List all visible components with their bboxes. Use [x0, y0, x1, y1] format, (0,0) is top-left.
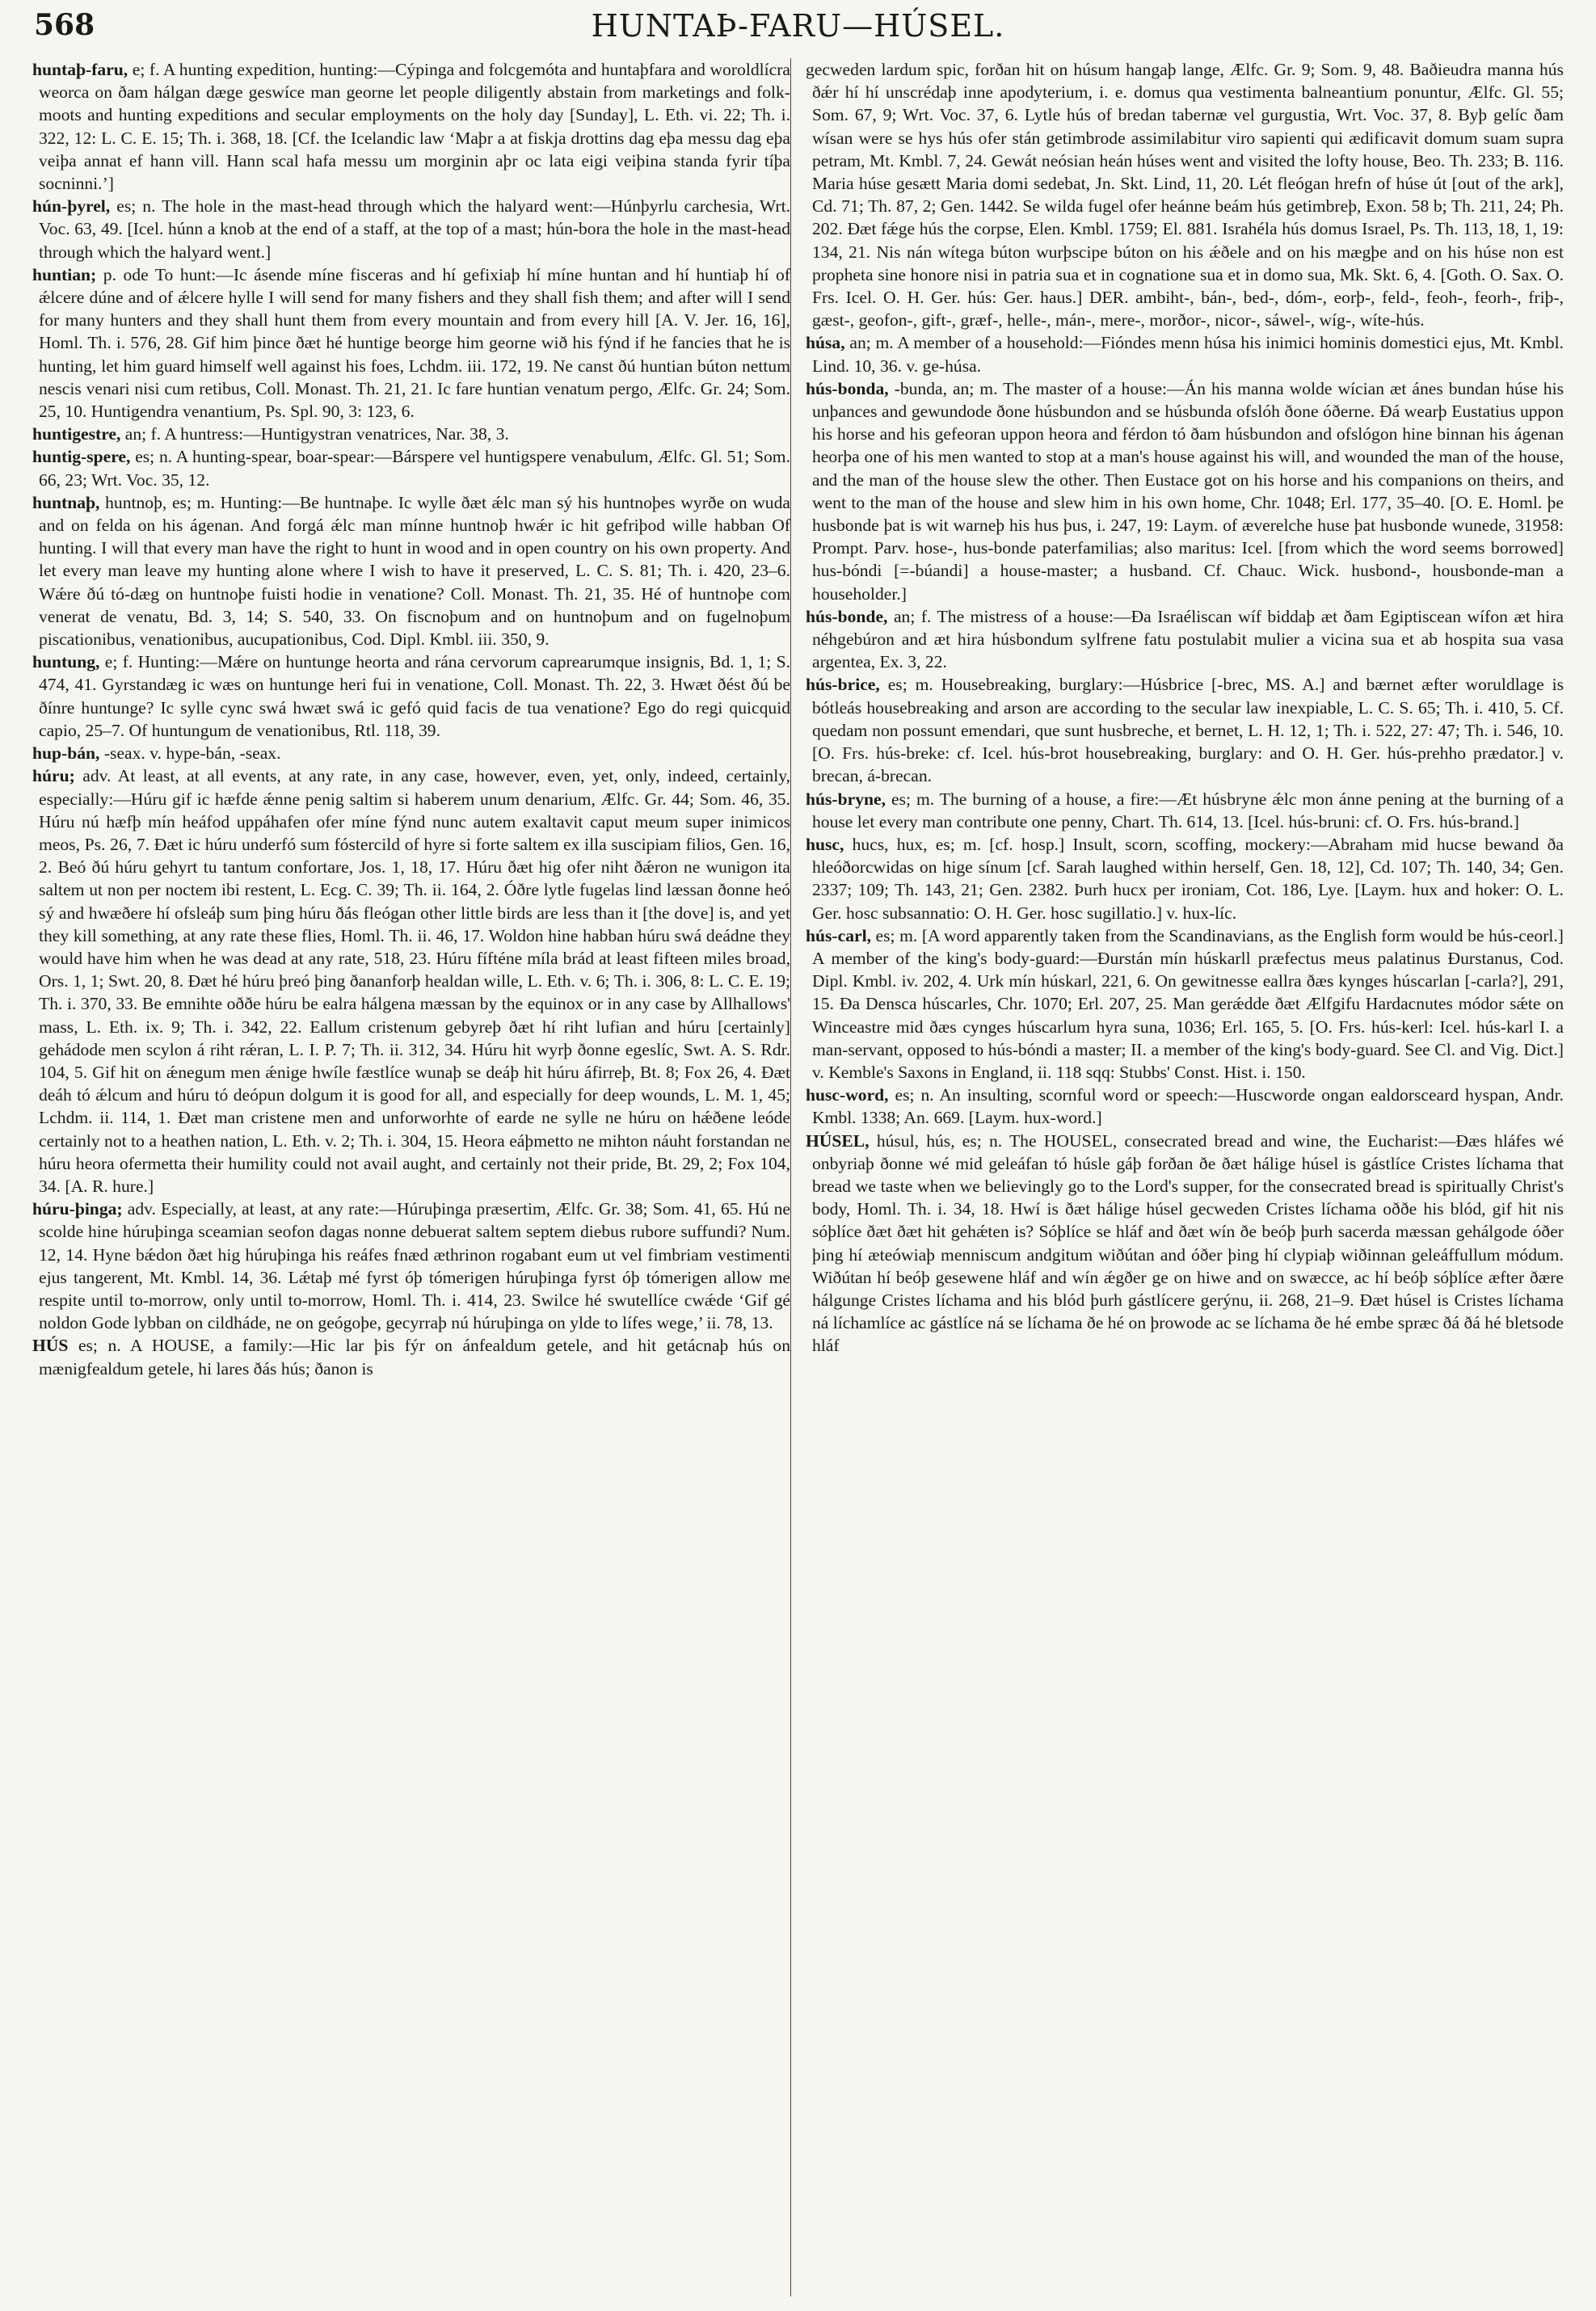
headword: huntung,	[32, 652, 100, 672]
entry-text: adv. Especially, at least, at any rate:—Húruþinga præsertim, Ælfc. Gr. 38; Som. 41, 65. Hú ne scolde hine húruþinga sceamian seofon dagas nonne debuerat saltem septem diebus rubore suffundi? Num. 12, 14. Hyne bǽdon ðæt hig húruþinga his reáfes fnæd æthrinon rogabant eum ut vel fimbriam vestimenti ejus tangerent, Mt. Kmbl. 14, 36. Lǽtaþ mé fyrst óþ tómerigen húruþinga fyrst óþ tómerigen allow me respite until to-morrow, only until to-morrow, Homl. Th. i. 414, 23. Swilce hé swutellíce cwǽde ‘Gif gé noldon Gode lybban on cildháde, ne on geógoþe, gecyrraþ nú húruþinga on ylde to lífes wege,’ ii. 78, 13.	[39, 1199, 790, 1333]
dictionary-entry	[806, 1084, 1564, 1129]
dictionary-entry	[806, 788, 1564, 833]
entry-text: gecweden lardum spic, forðan hit on húsum hangaþ lange, Ælfc. Gr. 9; Som. 9, 48. Baðieudra manna hús ðǽr hí hí unscrédaþ inne apodyterium, i. e. domus qua vestimenta balneantium ponuntur, Ælfc. Gl. 55; Som. 67, 9; Wrt. Voc. 37, 6. Lytle hús of bredan tabernæ vel gurgustia, Wrt. Voc. 37, 8. Byþ gelíc ðam wísan were se hys hús ofer stán getimbrode assimilabitur viro sapienti qui ædificavit domum suam supra petram, Mt. Kmbl. 7, 24. Gewát neósian heán húses went and visited the lofty house, Beo. Th. 233; B. 116. Maria húse gesætt Maria domi sedebat, Jn. Skt. Lind, 11, 20. Lét fleógan hrefn of húse út [out of the ark], Cd. 71; Th. 87, 2; Gen. 1442. Se wilda fugel ofer heánne beám hús getimbreþ, Exon. 58 b; Th. 211, 24; Ph. 202. Ðæt fǽge hús the corpse, Elen. Kmbl. 1759; El. 881. Israhéla hús domus Israel, Ps. Th. 113, 18, 1, 19: 134, 21. Nis nán wítega búton wurþscipe búton on his ǽðele and on his mægþe and on his húse non est propheta sine honore nisi in patria sua et in cognatione sua et in domo sua, Mk. Skt. 6, 4. [Goth. O. Sax. O. Frs. Icel. O. H. Ger. hús: Ger. haus.] DER. ambiht-, bán-, bed-, dóm-, eorþ-, feld-, feoh-, feorh-, friþ-, gæst-, geofon-, gift-, græf-, helle-, mán-, mere-, morðor-, nicor-, sáwel-, wíg-, wíte-hús.	[806, 60, 1564, 330]
headword: husc-word,	[806, 1085, 889, 1105]
headword: hup-bán,	[32, 743, 100, 764]
dictionary-entry	[32, 491, 790, 650]
headword: HÚSEL,	[806, 1130, 870, 1151]
page-number: 568	[34, 8, 95, 42]
dictionary-entry	[32, 764, 790, 1198]
headword: hús-bonda,	[806, 378, 889, 398]
right-column	[806, 58, 1564, 2296]
headword: húru;	[32, 766, 75, 786]
entry-text: es; m. The burning of a house, a fire:—Æt húsbryne ǽlc mon ánne pening at the burning of a house let every man contribute one penny, Chart. Th. 614, 13. [Icel. hús-bruni: cf. O. Frs. hús-brand.]	[812, 789, 1564, 831]
entry-text: es; n. The hole in the mast-head through which the halyard went:—Húnþyrlu carchesia, Wrt. Voc. 63, 49. [Icel. húnn a knob at the end of a staff, at the top of a mast; hún-bora the hole in the mast-head through which the halyard went.]	[39, 196, 790, 262]
left-column	[32, 58, 790, 2296]
headword: hús-bryne,	[806, 789, 886, 809]
entry-text: an; f. A huntress:—Huntigystran venatrices, Nar. 38, 3.	[124, 424, 509, 444]
entry-text: an; m. A member of a household:—Fióndes menn húsa his inimici hominis domestici ejus, Mt. Kmbl. Lind. 10, 36. v. ge-húsa.	[812, 333, 1564, 376]
entry-text: an; f. The mistress of a house:—Ða Israéliscan wíf biddaþ æt ðam Egiptiscean wífon æt hira néhgebúron and æt hira húsbondum sylfrene fatu postulabit mulier a vicina sua et ab hospita sua vasa argentea, Ex. 3, 22.	[812, 606, 1564, 672]
entry-text: es; m. [A word apparently taken from the Scandinavians, as the English form would be hús-ceorl.] A member of the king's body-guard:—Ðurstán mín húskarll præfectus meus palatinus Ðurstanus, Cod. Dipl. Kmbl. iv. 202, 4. Urk mín húskarl, 221, 6. On gewitnesse eallra ðæs kynges húscarlan [-carla?], 291, 15. Ða Densca húscarles, Chr. 1070; Erl. 207, 25. Man gerǽdde ðæt Ælfgifu Hardacnutes módor sǽte on Winceastre mid ðæs cynges húscarlum hyra suna, 1036; Erl. 165, 5. [O. Frs. hús-kerl: Icel. hús-karl I. a man-servant, opposed to hús-bóndi a master; II. a member of the king's body-guard. See Cl. and Vig. Dict.] v. Kemble's Saxons in England, ii. 118 sqq: Stubbs' Const. Hist. i. 150.	[812, 925, 1564, 1082]
entry-text: es; n. A HOUSE, a family:—Hic lar þis fýr on ánfealdum getele, and hit getácnaþ hús on mænigfealdum getele, hi lares ðás hús; ðanon is	[39, 1336, 790, 1379]
entry-text: es; n. An insulting, scornful word or speech:—Huscworde ongan ealdorsceard hyspan, Andr. Kmbl. 1338; An. 669. [Laym. hux-word.]	[812, 1085, 1564, 1128]
entry-text: -bunda, an; m. The master of a house:—Án his manna wolde wícian æt ánes bundan húse his unþances and gewundode ðone húsbundon and se húsbunda ofslóh ðone óðerne. Ðá wearþ Eustatius uppon his horse and his gefeoran uppon heora and férdon tó ðam húsbundon and ofslógon hine binnan his ágenan heorþa one of his men wanted to stop at a man's house against his will, and wounded the man of the house, and the man of the house slew the other. Then Eustace got on his horse and his companions on theirs, and went to the man of the house and slew him in his own home, Chr. 1048; Erl. 177, 35–40. [O. E. Homl. þe husbonde þat is wit warneþ his hus þus, i. 247, 19: Laym. of æverelche huse þat husbonde wunede, 31958: Prompt. Parv. hose-, hus-bonde paterfamilias; also maritus: Icel. [from which the word seems borrowed] hus-bóndi [=-búandi] a house-master; a husband. Cf. Chauc. Wick. husbond-, housbonde-man a householder.]	[812, 378, 1564, 604]
headword: huntian;	[32, 264, 97, 284]
dictionary-entry	[806, 673, 1564, 787]
headword: húru-þinga;	[32, 1199, 123, 1219]
headword: hús-carl,	[806, 925, 871, 945]
dictionary-entry	[806, 58, 1564, 331]
dictionary-entry	[806, 833, 1564, 924]
dictionary-entry	[32, 742, 790, 764]
headword: húsa,	[806, 333, 845, 353]
dictionary-entry	[32, 1334, 790, 1379]
entry-text: es; m. Housebreaking, burglary:—Húsbrice [-brec, MS. A.] and bærnet æfter woruldlage is bótleás housebreaking and arson are according to the secular law inexpiable, L. C. S. 65; Th. i. 410, 5. Cf. quedam non possunt emendari, que sunt husbreche, et bernet, L. H. 12, 1; Th. i. 522, 27: 47; Th. i. 546, 10. [O. Frs. hús-breke: cf. Icel. hús-brot housebreaking, burglary: and O. H. Ger. hús-prehho prædator.] v. brecan, á-brecan.	[812, 675, 1564, 786]
page-header	[32, 8, 1564, 47]
entry-text: hucs, hux, es; m. [cf. hosp.] Insult, scorn, scoffing, mockery:—Abraham mid hucse bewand ða hleóðorcwidas on hige sínum [cf. Sarah laughed within herself, Gen. 18, 12], Cd. 107; Th. 140, 34; Gen. 2337; 109; Th. 143, 21; Gen. 2382. Þurh hucx per ironiam, Cot. 186, Lye. [Laym. hux and hoker: O. L. Ger. hosc subsannatio: O. H. Ger. hosc sugillatio.] v. hux-líc.	[812, 834, 1564, 923]
dictionary-entry	[806, 331, 1564, 377]
dictionary-entry	[32, 423, 790, 445]
column-divider	[790, 58, 791, 2296]
headword: huntig-spere,	[32, 447, 131, 467]
dictionary-entry	[806, 924, 1564, 1084]
dictionary-entry	[806, 377, 1564, 605]
dictionary-entry	[806, 605, 1564, 674]
entry-text: huntnoþ, es; m. Hunting:—Be huntnaþe. Ic wylle ðæt ǽlc man sý his huntnoþes wyrðe on wuda and on felda on his ágenan. And forgá ǽlc man mínne huntnoþ hwǽr ic hit gefriþod wille habban Of hunting. I will that every man have the right to hunt in wood and in open country on his own property. And let every man leave my hunting alone where I wish to have it preserved, L. C. S. 81; Th. i. 420, 23–6. Wǽre ðú tó-dæg on huntnoþe fuisti hodie in venatione? Coll. Monast. Th. 21, 35. Hé of huntnoþe com venerat de venatu, Bd. 3, 14; S. 540, 33. On fiscnoþum and on huntnoþum and on fugelnoþum piscationibus, venationibus, aucupationibus, Cod. Dipl. Kmbl. iii. 350, 9.	[39, 492, 790, 650]
entry-text: p. ode To hunt:—Ic ásende míne fisceras and hí gefixiaþ hí míne huntan and hí huntiaþ hí of ǽlcere dúne and of ǽlcere hylle I will send for many fishers and they shall fish them; and after will I send for many hunters and they shall hunt them from every mountain and from every hill [A. V. Jer. 16, 16], Homl. Th. i. 576, 28. Gif him þince ðæt hé huntige beorge him georne wið his fýnd if he fancies that he is hunting, let him guard himself well against his foes, Lchdm. iii. 172, 19. Ne canst ðú huntian búton nettum nescis venari nisi cum retibus, Coll. Monast. Th. 21, 21. Ic fare huntian venatum pergo, Ælfc. Gr. 24; Som. 25, 10. Huntigendra venantium, Ps. Spl. 90, 3: 123, 6.	[39, 264, 790, 422]
headword: husc,	[806, 834, 844, 854]
entry-text: e; f. A hunting expedition, hunting:—Cýpinga and folcgemóta and huntaþfara and woroldlícra weorca on ðam hálgan dæge geswíce man georne let people diligently abstain from marketings and folk-moots and hunting expeditions and secular employments on the holy day [Sunday], L. Eth. vi. 22; Th. i. 322, 12: L. C. E. 15; Th. i. 368, 18. [Cf. the Icelandic law ‘Maþr a at fiskja drottins dag eþa messu dag eþa veiþa annat ef hann vill. Hann scal hafa messu um morginin aþr oc lata eigi veiþina standa fyrir tíþa socninni.’]	[39, 60, 790, 194]
entry-text: húsul, hús, es; n. The HOUSEL, consecrated bread and wine, the Eucharist:—Ðæs hláfes wé onbyriaþ ðonne wé mid geleáfan tó húsle gáþ forðan ðe ðæt hálige húsel is gástlíce Cristes líchama that bread we taste when we believingly go to the Lord's supper, for the consecrated bread is spiritually Christ's body, Homl. Th. i. 34, 18. Hwí is ðæt hálige húsel gecweden Cristes líchama oððe his blód, gif hit nis sóþlíce ðæt ðæt hit gehǽten is? Sóþlíce se hláf and ðæt wín ðe beóþ þurh sacerda mæssan gehálgode óðer þing hí æteówiaþ menniscum andgitum wiðútan and óðer þing hí clypiaþ wiðinnan geleáffullum módum. Wiðútan hí beóþ gesewene hláf and wín ǽgðer ge on hiwe and on swæcce, ac hí beóþ sóþlíce æfter ðære hálgunge Cristes líchama and his blód þurh gástlícere gerýnu, ii. 268, 21–9. Ðæt húsel is Cristes líchama ná líchamlíce ac gástlíce ná se líchama ðe hé on þrowode ac se líchama ðe hé embe spræc ðá ðá hé bletsode hláf	[812, 1130, 1564, 1356]
dictionary-entry	[32, 58, 790, 195]
entry-text: es; n. A hunting-spear, boar-spear:—Bárspere vel huntigspere venabulum, Ælfc. Gl. 51; Som. 66, 23; Wrt. Voc. 35, 12.	[39, 447, 790, 490]
entry-text: e; f. Hunting:—Mǽre on huntunge heorta and rána cervorum caprearumque insignis, Bd. 1, 1; S. 474, 41. Gyrstandæg ic wæs on huntunge heri fui in venatione, Coll. Monast. Th. 22, 3. Hwæt ðést ðú be ðínre huntunge? Ic sylle cync swá hwæt swá ic gefó quid facis de tua venatione? Ego do regi quicquid capio, 25–7. Of huntungum de venationibus, Rtl. 118, 39.	[39, 652, 790, 740]
entry-text: -seax. v. hype-bán, -seax.	[103, 743, 281, 764]
dictionary-entry	[32, 650, 790, 742]
dictionary-entry	[806, 1130, 1564, 1358]
entry-text: adv. At least, at all events, at any rate, in any case, however, even, yet, only, indeed, certainly, especially:—Húru gif ic hæfde ǽnne penig saltim si haberem unum denarium, Ælfc. Gr. 44; Som. 46, 35. Húru nú hæfþ mín heáfod uppáhafen ofer míne fýnd nunc autem exaltavit caput meum super inimicos meos, Ps. 26, 7. Ðæt ic húru underfó sum fóstercild of hyre si forte saltem ex illa suscipiam filios, Gen. 16, 2. Beó ðú húru gehyrt tu tantum confortare, Jos. 1, 18, 17. Húru ðæt hig ofer niht ðǽron ne wunigon ita saltem ut non per noctem ibi restent, L. Ecg. C. 39; Th. ii. 164, 2. Óðre lytle fugelas lind læssan ðonne heó sý and hwæðere hí ofsleáþ sum þing húru ðás fleógan other little birds are less than it [the dove] is, and yet they kill something, at any rate these flies, Homl. Th. ii. 46, 17. Woldon hine habban húru swá deádne they would have him when he was dead at any rate, 518, 23. Húru fífténe míla brád at least fifteen miles broad, Ors. 1, 1; Swt. 20, 8. Ðæt hé húru þreó þing ðananforþ healdan wille, L. Eth. v. 6; Th. i. 306, 8: L. C. E. 19; Th. i. 370, 33. Be emnihte oððe húru be ealra hálgena mæssan by the equinox or in any case by Allhallows' mass, L. Eth. ix. 9; Th. i. 342, 22. Eallum cristenum gebyreþ ðæt hí riht lufian and húru [certainly] gehádode men scylon á riht rǽran, L. I. P. 7; Th. ii. 312, 34. Húru hit wyrþ ðonne egeslíc, Swt. A. S. Rdr. 104, 5. Gif hit on ǽnegum men ǽnige hwíle fæstlíce wunaþ se deáþ hit húru áfirreþ, Bt. 8; Fox 26, 4. Ðæt deáh tó ǽlcum and húru tó deópun dolgum it is good for all, and especially for deep wounds, L. M. 1, 45; Lchdm. ii. 114, 1. Ðæt man cristene men and unforworhte of earde ne sylle ne húru on hǽðene leóde certainly not to a heathen nation, L. Eth. v. 2; Th. i. 304, 15. Heora eáþmetto ne mihton náuht forstandan ne húru heora ofermetta their humility could not avail aught, and certainly not their pride, Bt. 29, 2; Fox 104, 34. [A. R. hure.]	[39, 766, 790, 1196]
headword: HÚS	[32, 1336, 69, 1356]
dictionary-entry	[32, 263, 790, 423]
page-title: HUNTAÞ-FARU—HÚSEL.	[591, 8, 1005, 44]
headword: huntigestre,	[32, 424, 121, 444]
headword: huntaþ-faru,	[32, 60, 128, 79]
headword: hún-þyrel,	[32, 196, 111, 217]
headword: hús-bonde,	[806, 606, 888, 626]
dictionary-entry	[32, 1198, 790, 1334]
headword: hús-brice,	[806, 675, 880, 695]
headword: huntnaþ,	[32, 492, 100, 512]
dictionary-entry	[32, 445, 790, 490]
dictionary-entry	[32, 195, 790, 263]
